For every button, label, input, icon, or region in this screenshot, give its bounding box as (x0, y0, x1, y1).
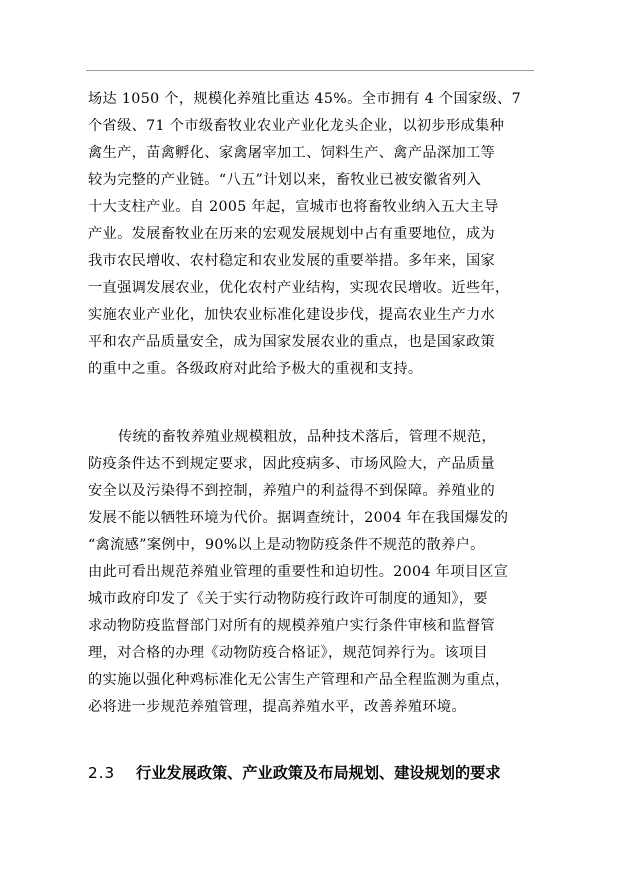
paragraph-1 (88, 86, 536, 383)
paragraph-line: 场达 1050 个，规模化养殖比重达 45%。全市拥有 4 个国家级、7 (88, 91, 521, 107)
paragraph-line: 理，对合格的办理《动物防疫合格证》，规范饲养行为。该项目 (88, 645, 488, 661)
paragraph-line: 城市政府印发了《关于实行动物防疫行政许可制度的通知》，要 (88, 591, 488, 607)
paragraph-line: 求动物防疫监督部门对所有的规模养殖户实行条件审核和监督管 (88, 618, 496, 634)
paragraph-line: 的实施以强化种鸡标准化无公害生产管理和产品全程监测为重点， (88, 672, 510, 688)
paragraph-line: 安全以及污染得不到控制，养殖户的利益得不到保障。养殖业的 (88, 483, 496, 499)
section-number: 2.3 (88, 764, 116, 782)
paragraph-line: 禽生产，苗禽孵化、家禽屠宰加工、饲料生产、禽产品深加工等 (88, 145, 496, 161)
section-title: 行业发展政策、产业政策及布局规划、建设规划的要求 (136, 764, 501, 782)
paragraph-line: 的重中之重。各级政府对此给予极大的重视和支持。 (88, 361, 423, 377)
paragraph-line: 一直强调发展农业，优化农村产业结构，实现农民增收。近些年， (88, 280, 510, 296)
paragraph-line: 防疫条件达不到规定要求，因此疫病多、市场风险大，产品质量 (88, 456, 496, 472)
paragraph-line: 十大支柱产业。自 2005 年起，宣城市也将畜牧业纳入五大主导 (88, 199, 499, 215)
paragraph-2 (88, 424, 536, 721)
paragraph-line: 我市农民增收、农村稳定和农业发展的重要举措。多年来，国家 (88, 253, 496, 269)
paragraph-line: 必将进一步规范养殖管理，提高养殖水平，改善养殖环境。 (88, 699, 466, 715)
paragraph-line: 由此可看出规范养殖业管理的重要性和迫切性。2004 年项目区宣 (88, 564, 509, 580)
header-rule (86, 70, 534, 71)
paragraph-line: 传统的畜牧养殖业规模粗放，品种技术落后，管理不规范， (118, 429, 496, 445)
paragraph-line: 实施农业产业化，加快农业标准化建设步伐，提高农业生产力水 (88, 307, 496, 323)
paragraph-line: “禽流感”案例中，90%以上是动物防疫条件不规范的散养户。 (88, 537, 485, 553)
paragraph-line: 平和农产品质量安全，成为国家发展农业的重点，也是国家政策 (88, 334, 496, 350)
paragraph-line: 产业。发展畜牧业在历来的宏观发展规划中占有重要地位，成为 (88, 226, 496, 242)
paragraph-line: 个省级、71 个市级畜牧业农业产业化龙头企业，以初步形成集种 (88, 118, 505, 134)
section-heading (88, 758, 538, 788)
paragraph-line: 发展不能以牺牲环境为代价。据调查统计，2004 年在我国爆发的 (88, 510, 509, 526)
paragraph-line: 较为完整的产业链。“八五”计划以来，畜牧业已被安徽省列入 (88, 172, 482, 188)
